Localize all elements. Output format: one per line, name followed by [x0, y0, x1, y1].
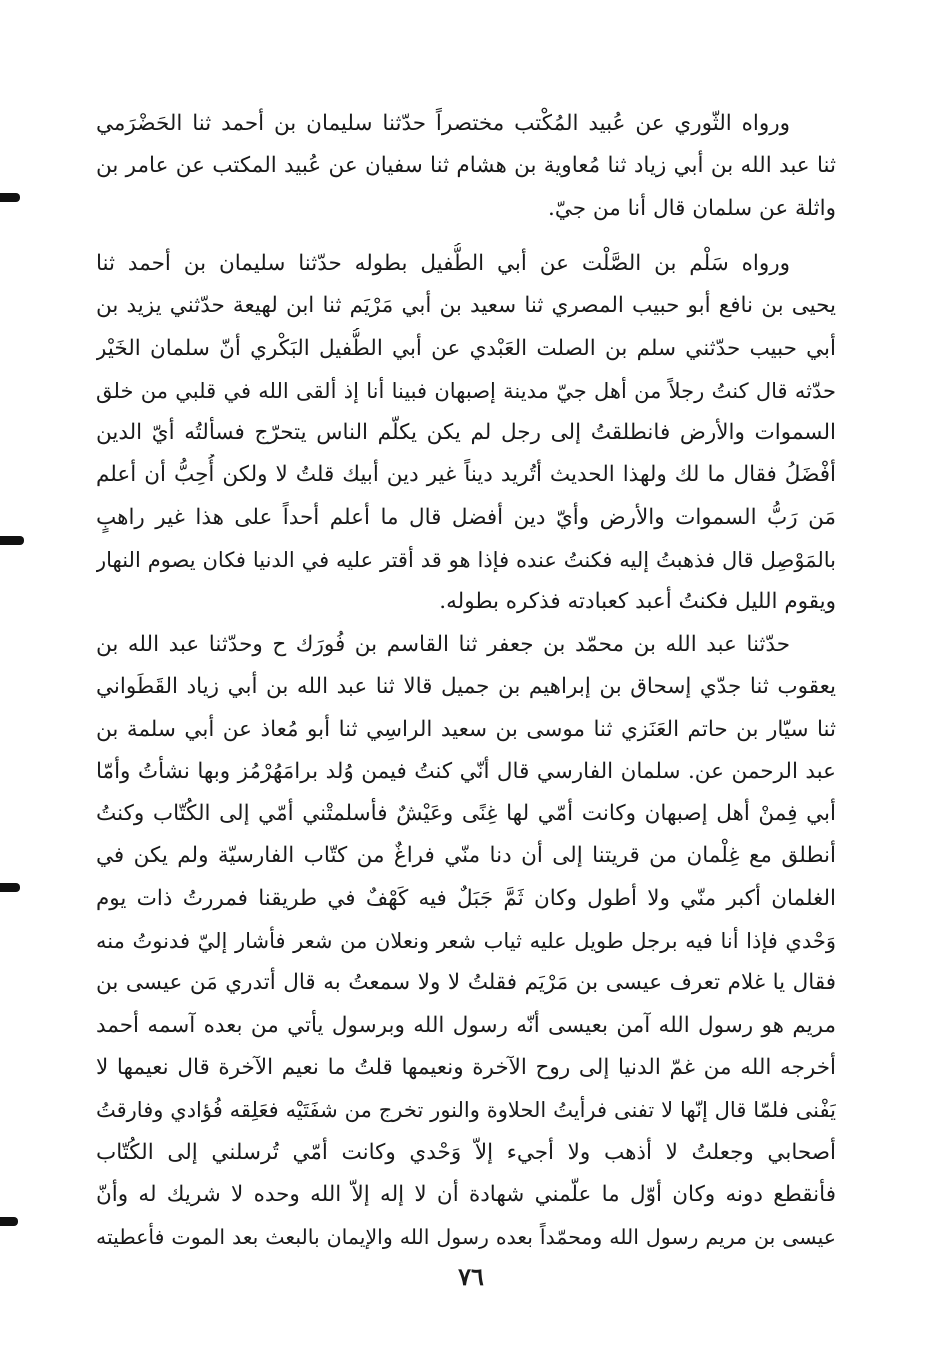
text-line: فقال يا غلام تعرف عيسى بن مَرْيَم فقلتُ لا ولا سمعتُ به قال أتدري مَن عيسى بن — [96, 970, 836, 996]
margin-mark — [0, 536, 24, 545]
text-line: أبي حبيب حدّثني سلم بن الصلت العَبْدي عن أبي الطُّفيل البَكْري أنّ سلمان الخَيْر — [96, 335, 836, 361]
text-line: أفْضَلُ فقال ما لك ولهذا الحديث أتُريد ديناً غير دين أبيك قلتُ لا ولكن أُحِبُّ أن أعلم — [96, 462, 836, 488]
text-line: فأنقطع دونه وكان أوّل ما علّمني شهادة أن لا إله إلاّ الله وحده لا شريك له وأنّ — [96, 1181, 836, 1207]
text-line: واثلة عن سلمان قال أنا من جيّ. — [548, 195, 836, 221]
text-line: يَفْنى فلمّا قال إنّها لا تفنى فرأيتُ الحلاوة والنور تخرج من شفَتَيْه فعَلِقه فُؤادي وفارقتُ — [96, 1098, 836, 1123]
text-line: الغلمان أكبر منّي ولا أطول وكان ثَمَّ جَبَلٌ فيه كَهْفٌ في طريقنا فمررتُ ذات يوم — [96, 885, 836, 911]
text-line: ورواه سَلْم بن الصَّلْت عن أبي الطُّفيل بطوله حدّثنا سليمان بن أحمد ثنا — [96, 251, 790, 276]
paragraph-3 — [96, 624, 836, 1258]
text-line: يحيى بن نافع أبو حبيب المصري ثنا سعيد بن أبي مَرْيَم ثنا ابن لهيعة حدّثني يزيد بن — [96, 293, 836, 319]
text-line: ويقوم الليل فكنتُ أعبد كعبادته فذكره بطوله. — [439, 589, 836, 615]
text-line: مَن رَبُّ السموات والأرض وأيّ دين أفضل قال ما أعلم أحداً على هذا غير راهبٍ — [96, 504, 836, 530]
text-line: ورواه الثّوري عن عُبيد المُكْتب مختصراً حدّثنا سليمان بن أحمد ثنا الحَضْرَمي — [96, 111, 790, 136]
margin-mark — [0, 883, 20, 892]
text-line: عيسى بن مريم رسول الله ومحمّداً بعده رسول الله والإيمان بالبعث بعد الموت فأعطيته — [96, 1225, 836, 1250]
text-line: عبد الرحمن عن. سلمان الفارسي قال أنّي كنتُ فيمن وُلد برامَهُرْمُز وبها نشأتُ وأمّا — [96, 758, 836, 784]
text-line: أصحابي وجعلتُ لا أذهب ولا أجيء إلاّ وَحْدي وكانت أمّي تُرسلني إلى الكُتّاب — [96, 1139, 836, 1165]
text-line: أخرجه الله من غمّ الدنيا إلى روح الآخرة ونعيمها قلتُ ما نعيم الآخرة قال نعيمها لا — [96, 1054, 836, 1080]
paragraph-2 — [96, 243, 836, 624]
text-line: وَحْدي فإذا أنا فيه برجل طويل عليه ثياب شعر ونعلان من شعر فأشار إليّ فدنوتُ منه — [96, 929, 836, 954]
text-line: ثنا عبد الله بن أبي زياد ثنا مُعاوية بن هشام ثنا سفيان عن عُبيد المكتب عن عامر بن — [96, 153, 836, 179]
text-line: حدّثنا عبد الله بن محمّد بن جعفر ثنا القاسم بن فُورَك ح وحدّثنا عبد الله بن — [96, 632, 790, 657]
text-line: أنطلق مع غِلْمان من قريتنا إلى أن دنا منّي فراغٌ من كتّاب الفارسيّة ولم يكن في — [96, 843, 836, 869]
text-line: السموات والأرض فانطلقتُ إلى رجل لم يكن يكلّم الناس يتحرّج فسألتُه أيّ الدين — [96, 420, 836, 446]
page-number: ٧٦ — [458, 1262, 484, 1291]
text-line: ثنا سيّار بن حاتم العَنَزي ثنا موسى بن سعيد الراسِي ثنا أبو مُعاذ عن أبي سلمة بن — [96, 716, 836, 742]
margin-mark — [0, 193, 20, 202]
text-line: حدّثه قال كنتُ رجلاً من أهل جيّ مدينة إصبهان فبينا أنا إذ ألقى الله في قلبي من خلق — [96, 378, 836, 403]
paragraph-1 — [96, 103, 836, 230]
text-line: يعقوب ثنا جدّي إسحاق بن إبراهيم بن جميل قالا ثنا عبد الله بن أبي زياد القَطَواني — [96, 674, 836, 700]
text-line: أبي فِمنْ أهل إصبهان وكانت أمّي لها غِنًى وعَيْشٌ فأسلمتْني أمّي إلى الكُتّاب وكنتُ — [96, 801, 836, 827]
text-line: بالمَوْصِل قال فذهبتُ إليه فكنتُ عنده فإذا هو قد أقتر عليه في الدنيا فكان يصوم النهار — [96, 548, 836, 573]
text-line: مريم هو رسول الله آمن بعيسى أنّه رسول الله وبرسول يأتي من بعده آسمه أحمد — [96, 1012, 836, 1038]
margin-mark — [0, 1217, 18, 1226]
